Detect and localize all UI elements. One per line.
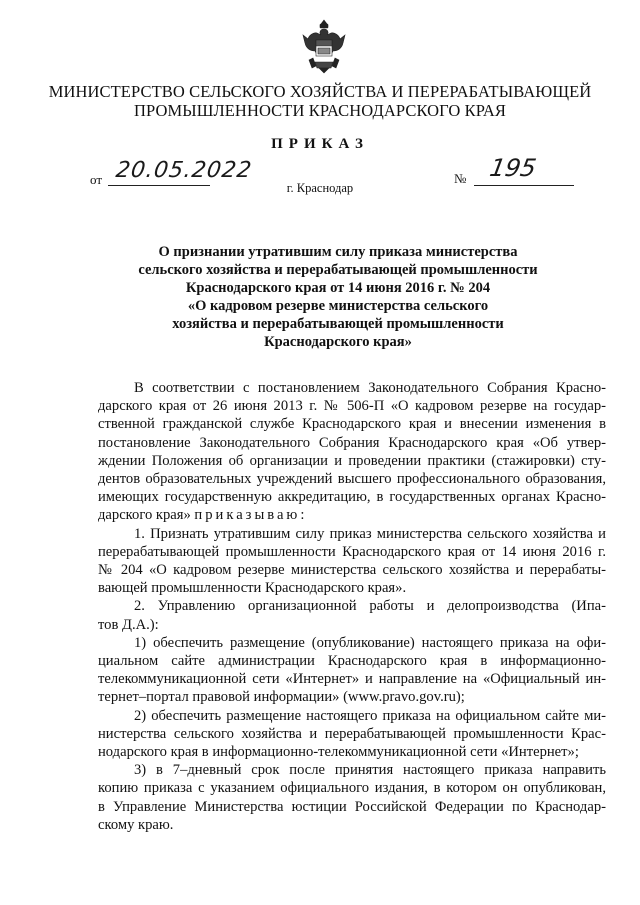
preamble-tail: дарского края» bbox=[98, 507, 191, 524]
body-line: телекоммуникационной сети «Интернет» и направление на «Официальный ин- bbox=[98, 671, 606, 688]
item-2-2-paragraph bbox=[98, 707, 606, 762]
body-line: тов Д.А.): bbox=[98, 616, 159, 633]
body-line: имеющих государственную аккредитацию, в государственных органах Красно- bbox=[98, 489, 606, 506]
number-prefix: № bbox=[454, 171, 467, 186]
item-2-1-paragraph bbox=[98, 634, 606, 707]
heading-line: сельского хозяйства и перерабатывающей промышленности bbox=[138, 262, 538, 278]
body-line: копию приказа с указанием официального издания, в котором он опубликован, bbox=[98, 780, 606, 797]
body-line: 2. Управлению организационной работы и делопроизводства (Ипа- bbox=[134, 598, 606, 615]
ministry-name-line-2: ПРОМЫШЛЕННОСТИ КРАСНОДАРСКОГО КРАЯ bbox=[133, 101, 507, 120]
order-number: 195 bbox=[487, 154, 539, 182]
body-line: тернет–портал правовой информации» (www.pravo.gov.ru); bbox=[98, 689, 465, 706]
order-date: 20.05.2022 bbox=[114, 158, 254, 183]
body-line bbox=[98, 506, 606, 524]
order-heading bbox=[100, 243, 576, 351]
body-line: 1) обеспечить размещение (опубликование) настоящего приказа на офи- bbox=[134, 634, 606, 651]
body-line: скому краю. bbox=[98, 816, 174, 833]
ministry-name bbox=[40, 82, 600, 120]
heading-line: О признании утратившим силу приказа министерства bbox=[158, 244, 518, 260]
item-1-paragraph bbox=[98, 525, 606, 598]
body-line: дентов образовательных учреждений высшего профессионального образования, bbox=[98, 471, 606, 488]
body-line: 1. Признать утратившим силу приказ министерства сельского хозяйства и bbox=[134, 525, 606, 542]
body-line: постановление Законодательного Собрания Краснодарского края «Об утвер- bbox=[98, 434, 606, 451]
body-line: циальном сайте администрации Краснодарского края в информационно- bbox=[98, 653, 606, 670]
body-line: В соответствии с постановлением Законодательного Собрания Красно- bbox=[134, 380, 606, 396]
item-2-paragraph bbox=[98, 597, 606, 633]
heading-line: хозяйства и перерабатывающей промышленности bbox=[172, 316, 504, 332]
heading-line: «О кадровом резерве министерства сельского bbox=[187, 298, 489, 314]
city-name: г. Краснодар bbox=[286, 181, 354, 195]
command-word: приказываю: bbox=[194, 507, 308, 524]
ministry-name-line-1: МИНИСТЕРСТВО СЕЛЬСКОГО ХОЗЯЙСТВА И ПЕРЕРАБАТЫВАЮЩЕЙ bbox=[48, 82, 592, 101]
preamble-paragraph bbox=[98, 379, 606, 525]
body-line: дарского края от 26 июня 2013 г. № 506-П «О кадровом резерве на государ- bbox=[98, 398, 606, 415]
body-line: ждении Положения об организации и проведении практики (стажировки) сту- bbox=[98, 452, 606, 469]
body-line: перерабатывающей промышленности Краснодарского края от 14 июня 2016 г. bbox=[98, 543, 606, 560]
heading-line: Краснодарского края от 14 июня 2016 г. № 204 bbox=[185, 280, 491, 296]
heading-line: Краснодарского края» bbox=[264, 334, 412, 350]
body-line: № 204 «О кадровом резерве министерства сельского хозяйства и перерабаты- bbox=[98, 562, 606, 579]
order-body bbox=[98, 379, 606, 834]
item-2-3-paragraph bbox=[98, 761, 606, 834]
body-line: нодарского края в информационно-телекоммуникационной сети «Интернет»; bbox=[98, 744, 579, 761]
body-line: 3) в 7–дневный срок после принятия настоящего приказа направить bbox=[134, 762, 606, 779]
coat-of-arms-emblem bbox=[301, 18, 347, 74]
body-line: 2) обеспечить размещение настоящего приказа на официальном сайте ми- bbox=[134, 707, 606, 724]
document-type-title: ПРИКАЗ bbox=[271, 136, 369, 152]
date-prefix: от bbox=[90, 172, 103, 187]
body-line: ственной гражданской службе Краснодарского края и внесении изменения в bbox=[98, 416, 606, 433]
body-line: вающей промышленности Краснодарского края». bbox=[98, 580, 407, 597]
body-line: нистерства сельского хозяйства и перерабатывающей промышленности Крас- bbox=[98, 725, 606, 742]
body-line: в Управление Министерства юстиции Российской Федерации по Краснодар- bbox=[98, 798, 606, 815]
